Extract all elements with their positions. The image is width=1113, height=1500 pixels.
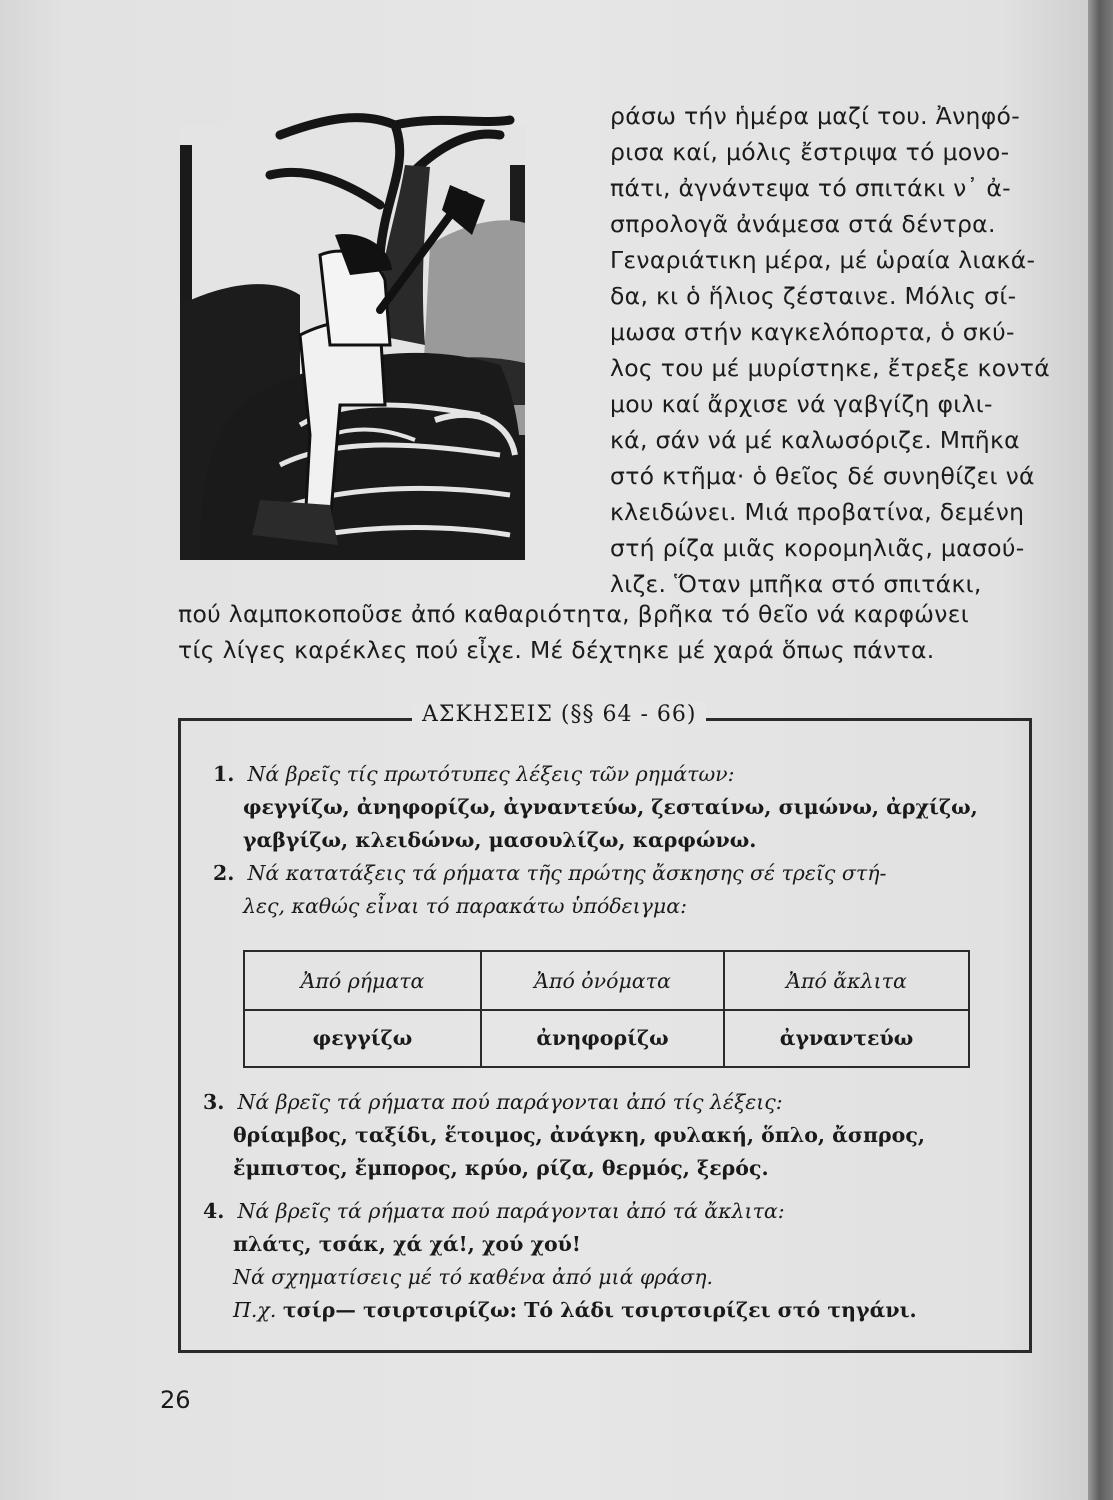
- exercise-4-example: Π.χ. τσίρ— τσιρτσιρίζω: Τό λάδι τσιρτσιρίζει στό τηγάνι.: [233, 1298, 917, 1322]
- exercise-1-words: φεγγίζω, ἀνηφορίζω, ἀγναντεύω, ζεσταίνω, σιμώνω, ἀρχίζω,: [243, 795, 978, 819]
- story-line: Γεναριάτικη μέρα, μέ ὡραία λιακά-: [610, 246, 1036, 274]
- exercise-2-prompt: 2. Νά κατατάξεις τά ρήματα τῆς πρώτης ἄσκησης σέ τρεῖς στή-: [213, 861, 887, 885]
- table-cell: φεγγίζω: [245, 1009, 482, 1066]
- story-line: λιζε. Ὅταν μπῆκα στό σπιτάκι,: [610, 570, 982, 598]
- story-line: σπρολογᾶ ἀνάμεσα στά δέντρα.: [610, 210, 996, 238]
- story-text-full-width: [178, 596, 969, 668]
- example-table: [243, 950, 970, 1068]
- exercise-1: [213, 758, 978, 857]
- woodcutter-with-axe-icon: [180, 105, 525, 560]
- exercise-4-instruction: Νά σχηματίσεις μέ τό καθένα ἀπό μιά φράση.: [233, 1265, 713, 1289]
- table-header-row: [245, 952, 968, 1011]
- story-line: μου καί ἄρχισε νά γαβγίζη φιλι-: [610, 390, 993, 418]
- story-line: στό κτῆμα· ὁ θεῖος δέ συνηθίζει νά: [610, 462, 1035, 490]
- table-header-cell: Ἀπό ὀνόματα: [482, 952, 725, 1009]
- book-spine-shadow: [1088, 0, 1113, 1500]
- table-header-cell: Ἀπό ρήματα: [245, 952, 482, 1009]
- exercise-3-prompt: 3. Νά βρεῖς τά ρήματα πού παράγονται ἀπό τίς λέξεις:: [203, 1090, 783, 1114]
- story-line: πού λαμποκοποῦσε ἀπό καθαριότητα, βρῆκα τό θεῖο νά καρφώνει: [178, 600, 969, 628]
- story-line: ρισα καί, μόλις ἔστριψα τό μονο-: [610, 138, 1010, 166]
- exercise-1-words: γαβγίζω, κλειδώνω, μασουλίζω, καρφώνω.: [243, 828, 757, 852]
- table-header-cell: Ἀπό ἄκλιτα: [786, 968, 907, 993]
- table-row: [245, 1009, 968, 1066]
- story-text-right-column: [610, 98, 1050, 602]
- exercise-1-prompt: 1. Νά βρεῖς τίς πρωτότυπες λέξεις τῶν ρημάτων:: [213, 762, 735, 786]
- story-line: κλειδώνει. Μιά προβατίνα, δεμένη: [610, 498, 1025, 526]
- exercise-2-prompt-cont: λες, καθώς εἶναι τό παρακάτω ὑπόδειγμα:: [243, 894, 688, 918]
- exercise-2: [213, 857, 886, 923]
- story-line: ράσω τήν ἡμέρα μαζί του. Ἀνηφό-: [610, 102, 1020, 130]
- exercise-4: [203, 1195, 917, 1327]
- story-line: τίς λίγες καρέκλες πού εἶχε. Μέ δέχτηκε μέ χαρά ὅπως πάντα.: [178, 636, 935, 664]
- exercises-title: ΑΣΚΗΣΕΙΣ (§§ 64 - 66): [412, 702, 706, 727]
- story-line: κά, σάν νά μέ καλωσόριζε. Μπῆκα: [610, 426, 1020, 454]
- story-line: μωσα στήν καγκελόπορτα, ὁ σκύ-: [610, 318, 1015, 346]
- story-line: στή ρίζα μιᾶς κορομηλιᾶς, μασού-: [610, 534, 1025, 562]
- story-line: λος του μέ μυρίστηκε, ἔτρεξε κοντά: [610, 354, 1051, 382]
- exercise-3-words: θρίαμβος, ταξίδι, ἕτοιμος, ἀνάγκη, φυλακή, ὅπλο, ἄσπρος,: [233, 1123, 925, 1147]
- table-cell: ἀνηφορίζω: [482, 1009, 725, 1066]
- page-number: 26: [160, 1386, 191, 1414]
- exercise-4-prompt: 4. Νά βρεῖς τά ρήματα πού παράγονται ἀπό τά ἄκλιτα:: [203, 1199, 785, 1223]
- story-line: δα, κι ὁ ἥλιος ζέσταινε. Μόλις σί-: [610, 282, 1017, 310]
- exercise-3-words: ἔμπιστος, ἔμπορος, κρύο, ρίζα, θερμός, ξερός.: [233, 1156, 769, 1180]
- table-cell: ἀγναντεύω: [779, 1025, 914, 1050]
- exercise-3: [203, 1086, 925, 1185]
- exercise-4-words: πλάτς, τσάκ, χά χά!, χού χού!: [233, 1232, 581, 1256]
- story-line: πάτι, ἀγνάντεψα τό σπιτάκι ν᾿ ἀ-: [610, 174, 1011, 202]
